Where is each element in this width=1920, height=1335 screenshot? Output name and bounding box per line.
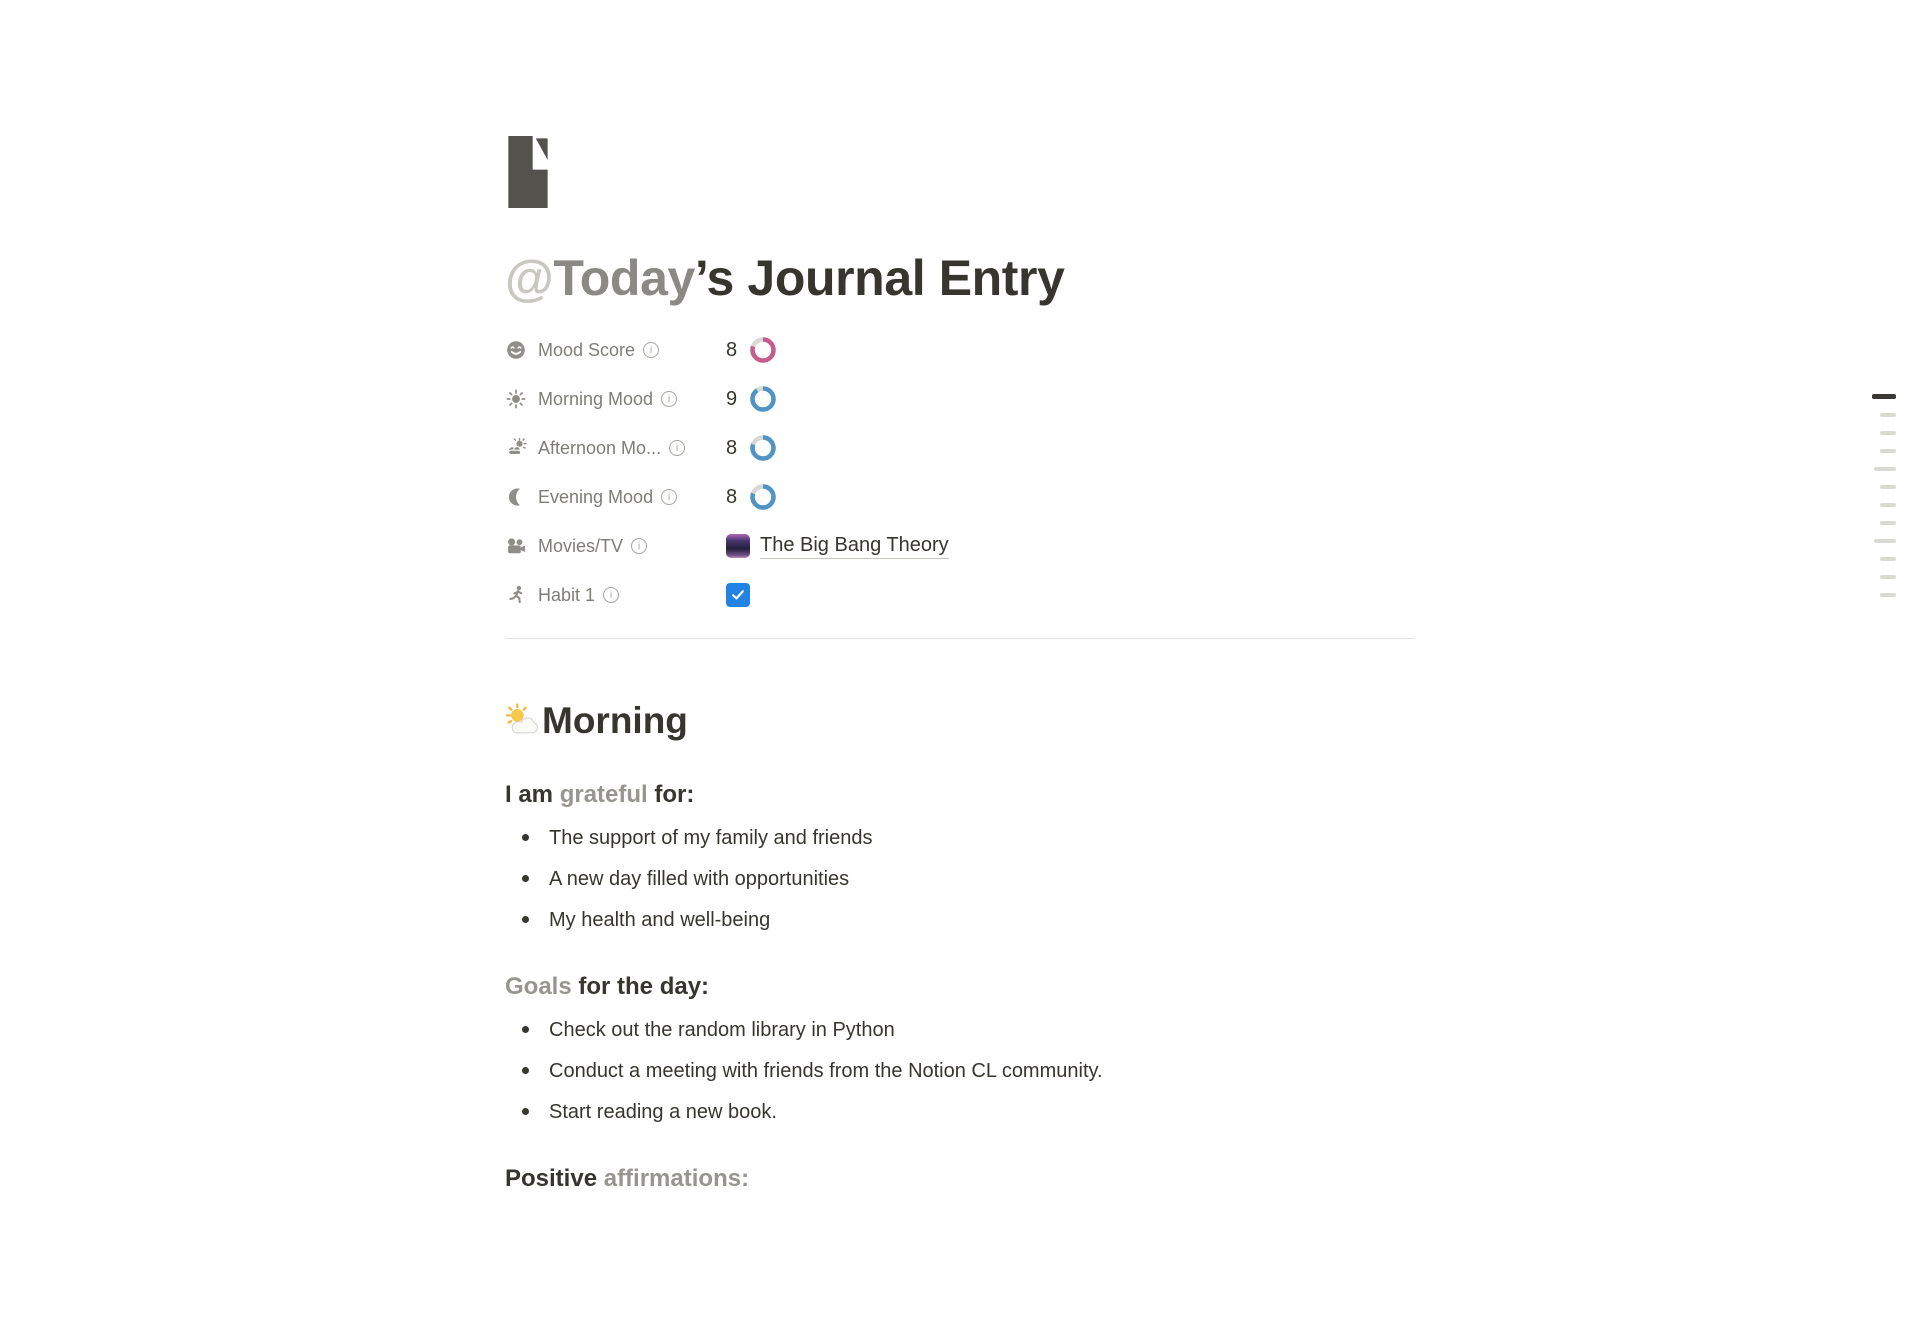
info-icon[interactable] <box>631 538 647 554</box>
grateful-list <box>505 824 1415 935</box>
title-mention-at: @ <box>505 250 554 306</box>
property-label: Evening Mood <box>538 486 654 507</box>
info-glyph: i <box>667 392 671 405</box>
goals-accent: Goals <box>505 973 572 1001</box>
property-row-mood-score <box>505 326 1415 375</box>
property-label: Habit 1 <box>538 584 596 605</box>
outline-dash[interactable] <box>1880 521 1896 525</box>
property-value[interactable] <box>726 484 776 510</box>
property-row-evening-mood <box>505 473 1415 522</box>
progress-ring <box>750 337 776 363</box>
sun-icon <box>505 388 527 410</box>
goals-list <box>505 1016 1415 1127</box>
property-value <box>726 534 949 559</box>
affirmations-lead: Positive <box>505 1165 604 1193</box>
outline-rail[interactable] <box>1872 394 1896 597</box>
grateful-lead: I am <box>505 780 560 808</box>
movie-camera-icon <box>505 535 527 557</box>
info-icon[interactable] <box>603 587 619 603</box>
info-glyph: i <box>609 588 613 601</box>
grateful-accent: grateful <box>559 780 648 808</box>
property-value[interactable] <box>726 435 776 461</box>
info-icon[interactable] <box>661 489 677 505</box>
property-row-morning-mood <box>505 375 1415 424</box>
outline-dash[interactable] <box>1880 413 1896 417</box>
grateful-tail: for: <box>647 780 695 808</box>
list-item[interactable]: The support of my family and friends <box>505 824 1415 853</box>
list-item[interactable]: My health and well-being <box>505 906 1415 935</box>
outline-dash[interactable] <box>1880 575 1896 579</box>
movies-tv-link[interactable]: The Big Bang Theory <box>760 534 949 559</box>
movie-poster-thumbnail[interactable] <box>726 534 750 558</box>
affirmations-header[interactable] <box>505 1163 1415 1194</box>
info-icon[interactable] <box>669 440 685 456</box>
page-title[interactable] <box>505 250 1415 308</box>
info-icon[interactable] <box>643 342 659 358</box>
outline-dash[interactable] <box>1880 485 1896 489</box>
property-afternoon-mood[interactable] <box>505 437 726 459</box>
affirmations-accent: affirmations: <box>603 1165 750 1193</box>
property-habit-1[interactable] <box>505 584 726 606</box>
property-evening-mood[interactable] <box>505 486 726 508</box>
property-value[interactable] <box>726 386 776 412</box>
outline-dash[interactable] <box>1880 431 1896 435</box>
progress-ring <box>750 435 776 461</box>
outline-dash[interactable] <box>1872 394 1896 399</box>
info-glyph: i <box>637 539 641 552</box>
property-value <box>726 583 750 607</box>
sun-behind-cloud-emoji <box>505 702 542 739</box>
outline-dash[interactable] <box>1880 503 1896 507</box>
morning-mood-value: 9 <box>726 387 738 410</box>
outline-dash[interactable] <box>1874 467 1896 471</box>
heading-morning-text: Morning <box>542 699 688 741</box>
smiley-face-icon <box>505 339 527 361</box>
property-mood-score[interactable] <box>505 339 726 361</box>
progress-ring <box>750 484 776 510</box>
info-glyph: i <box>649 343 653 356</box>
evening-mood-value: 8 <box>726 485 738 508</box>
property-movies-tv[interactable] <box>505 535 726 557</box>
property-label: Afternoon Mo... <box>538 437 662 458</box>
runner-icon <box>505 584 527 606</box>
goals-header[interactable] <box>505 971 1415 1002</box>
sun-behind-cloud-icon <box>505 437 527 459</box>
page-content <box>505 136 1415 1194</box>
info-glyph: i <box>667 490 671 503</box>
property-row-afternoon-mood <box>505 424 1415 473</box>
crescent-moon-icon <box>505 486 527 508</box>
goals-tail: for the day: <box>571 973 710 1001</box>
info-icon[interactable] <box>661 391 677 407</box>
mood-score-value: 8 <box>726 338 738 361</box>
progress-ring <box>750 386 776 412</box>
property-label: Movies/TV <box>538 535 624 556</box>
property-label: Mood Score <box>538 339 636 360</box>
property-row-movies-tv <box>505 522 1415 571</box>
list-item[interactable]: A new day filled with opportunities <box>505 865 1415 894</box>
list-item[interactable]: Check out the random library in Python <box>505 1016 1415 1045</box>
heading-morning[interactable] <box>505 699 1415 743</box>
property-label: Morning Mood <box>538 388 654 409</box>
outline-dash[interactable] <box>1880 449 1896 453</box>
grateful-header[interactable] <box>505 779 1415 810</box>
divider <box>505 638 1415 639</box>
outline-dash[interactable] <box>1880 593 1896 597</box>
checkmark-icon <box>729 586 747 604</box>
outline-dash[interactable] <box>1880 557 1896 561</box>
title-mention-today[interactable]: Today <box>553 250 695 306</box>
property-row-habit-1 <box>505 571 1415 620</box>
properties-panel <box>505 326 1415 620</box>
list-item[interactable]: Conduct a meeting with friends from the Notion CL community. <box>505 1057 1415 1086</box>
property-value[interactable] <box>726 337 776 363</box>
afternoon-mood-value: 8 <box>726 436 738 459</box>
habit-checkbox-checked[interactable] <box>726 583 750 607</box>
info-glyph: i <box>675 441 679 454</box>
outline-dash[interactable] <box>1874 539 1896 543</box>
list-item[interactable]: Start reading a new book. <box>505 1098 1415 1127</box>
property-morning-mood[interactable] <box>505 388 726 410</box>
title-suffix: ’s Journal Entry <box>694 250 1065 306</box>
page-icon[interactable] <box>505 136 551 208</box>
